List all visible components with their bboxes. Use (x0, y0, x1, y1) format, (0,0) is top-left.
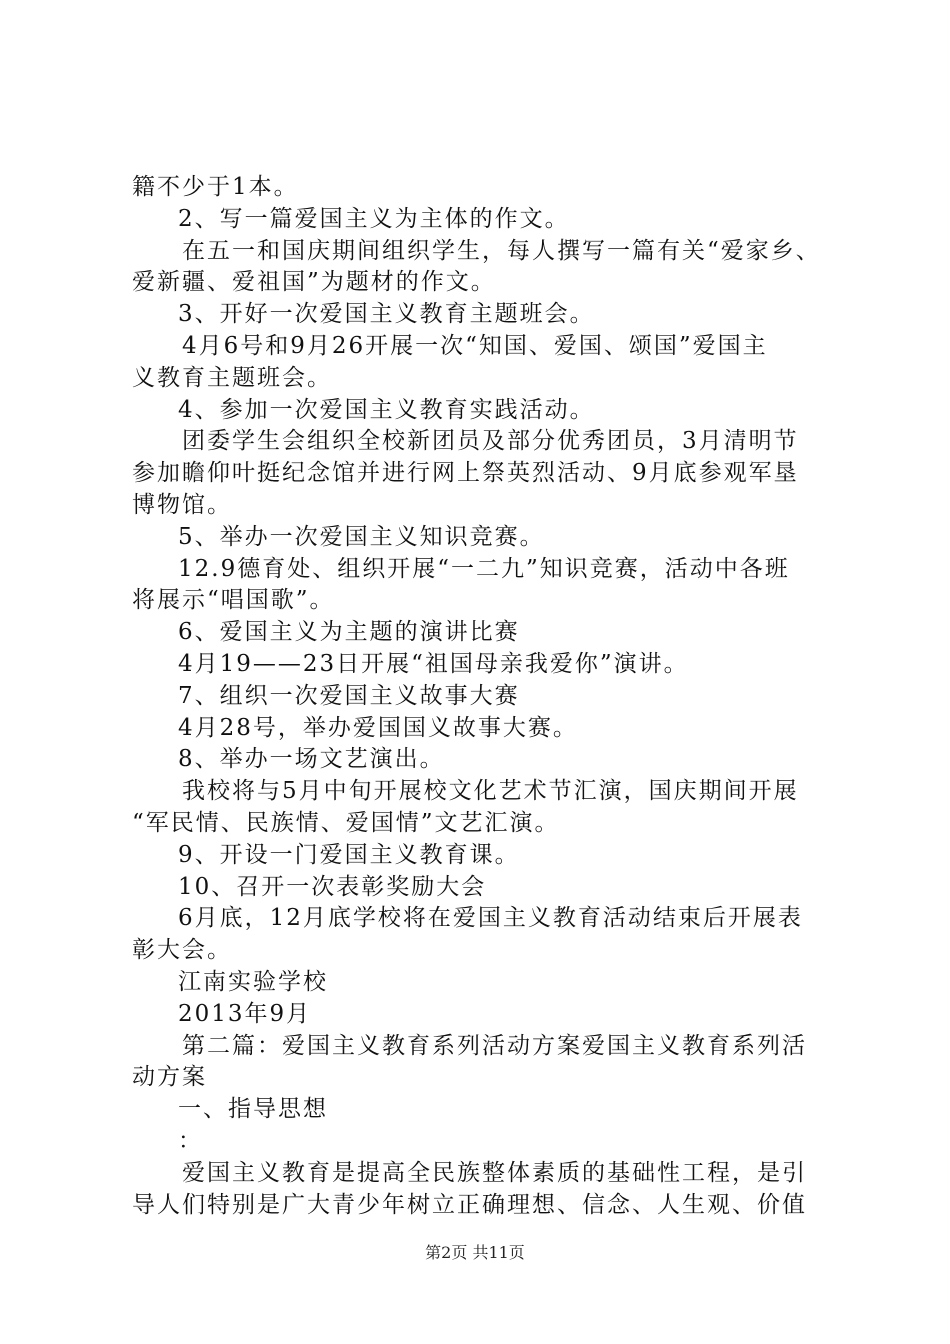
document-body (132, 172, 832, 1221)
text-line: “军民情、民族情、爱国情”文艺汇演。 (132, 809, 560, 836)
text-line: 4月6号和9月26开展一次“知国、爱国、颂国”爱国主 (182, 332, 768, 359)
text-line: 10、召开一次表彰奖励大会 (178, 873, 487, 900)
page-footer: 第2页 共11页 (425, 1243, 525, 1262)
text-line: 博物馆。 (132, 491, 232, 518)
text-line: 12.9德育处、组织开展“一二九”知识竞赛，活动中各班 (178, 555, 790, 582)
text-line: 将展示“唱国歌”。 (132, 587, 335, 614)
text-line: 爱国主义教育是提高全民族整体素质的基础性工程，是引 (182, 1159, 807, 1186)
text-line: 爱新疆、爱祖国”为题材的作文。 (132, 269, 496, 296)
text-line: 参加瞻仰叶挺纪念馆并进行网上祭英烈活动、9月底参观军垦 (132, 460, 799, 487)
text-line: 4月19——23日开展“祖国母亲我爱你”演讲。 (178, 650, 689, 677)
text-line: 籍不少于1本。 (132, 174, 299, 200)
text-line: 团委学生会组织全校新团员及部分优秀团员，3月清明节 (182, 428, 799, 455)
section-title-cont: 动方案 (132, 1064, 207, 1091)
text-line: 4月28号，举办爱国国义故事大赛。 (178, 714, 578, 741)
text-line: 6月底，12月底学校将在爱国主义教育活动结束后开展表 (178, 905, 803, 932)
school-name: 江南实验学校 (178, 968, 328, 995)
text-line: 8、举办一场文艺演出。 (178, 746, 445, 773)
heading-guiding-thought: 一、指导思想 (178, 1096, 328, 1123)
text-line: 彰大会。 (132, 937, 232, 964)
text-line: 4、参加一次爱国主义教育实践活动。 (178, 396, 595, 423)
date-line: 2013年9月 (178, 1000, 312, 1027)
text-line: 我校将与5月中旬开展校文化艺术节汇演，国庆期间开展 (182, 778, 799, 805)
text-line: ： (178, 1127, 203, 1154)
text-line: 义教育主题班会。 (132, 364, 332, 391)
text-line: 9、开设一门爱国主义教育课。 (178, 841, 520, 868)
text-line: 2、写一篇爱国主义为主体的作文。 (178, 205, 570, 232)
text-line: 7、组织一次爱国主义故事大赛 (178, 682, 520, 709)
text-line: 6、爱国主义为主题的演讲比赛 (178, 619, 520, 646)
text-line: 在五一和国庆期间组织学生，每人撰写一篇有关“爱家乡、 (182, 237, 821, 264)
text-line: 导人们特别是广大青少年树立正确理想、信念、人生观、价值 (132, 1191, 807, 1218)
text-line: 3、开好一次爱国主义教育主题班会。 (178, 301, 595, 328)
section-title: 第二篇：爱国主义教育系列活动方案爱国主义教育系列活 (182, 1032, 807, 1059)
text-line: 5、举办一次爱国主义知识竞赛。 (178, 523, 545, 550)
